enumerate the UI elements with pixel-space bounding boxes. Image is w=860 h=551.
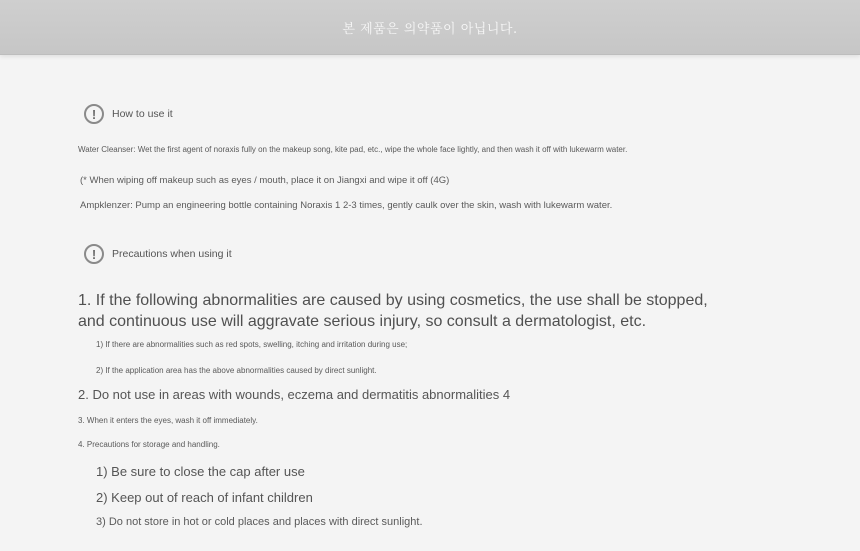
storage-sub-1: 1) Be sure to close the cap after use <box>96 464 305 479</box>
precaution-item-4: 4. Precautions for storage and handling. <box>78 440 220 449</box>
precaution-item-1: 1. If the following abnormalities are caused by using cosmetics, the use shall be stopped, and continuous use will aggravate serious injury, so consult a dermatologist, etc. <box>78 292 708 330</box>
precautions-title: Precautions when using it <box>112 248 232 260</box>
precaution-item-1-sub-2: 2) If the application area has the above abnormalities caused by direct sunlight. <box>96 366 377 375</box>
how-to-use-header <box>84 104 173 124</box>
precautions-header <box>84 244 232 264</box>
storage-sub-2: 2) Keep out of reach of infant children <box>96 490 313 505</box>
precaution-item-3: 3. When it enters the eyes, wash it off immediately. <box>78 416 258 425</box>
exclamation-circle-icon: ! <box>84 104 104 124</box>
eye-makeup-note: (* When wiping off makeup such as eyes / mouth, place it on Jiangxi and wipe it off (4G) <box>80 175 450 186</box>
banner-text: 본 제품은 의약품이 아닙니다. <box>342 21 518 37</box>
precaution-item-2: 2. Do not use in areas with wounds, eczema and dermatitis abnormalities 4 <box>78 387 511 402</box>
notice-banner <box>0 0 860 55</box>
storage-sub-3: 3) Do not store in hot or cold places and places with direct sunlight. <box>96 516 423 528</box>
how-to-use-title: How to use it <box>112 108 173 120</box>
precaution-item-1-sub-1: 1) If there are abnormalities such as red spots, swelling, itching and irritation during use; <box>96 340 408 349</box>
water-cleanser-text: Water Cleanser: Wet the first agent of noraxis fully on the makeup song, kite pad, etc., wipe the whole face lightly, and then wash it off with lukewarm water. <box>78 145 628 154</box>
exclamation-circle-icon: ! <box>84 244 104 264</box>
ampkleanser-text: Ampklenzer: Pump an engineering bottle containing Noraxis 1 2-3 times, gently caulk over the skin, wash with lukewarm water. <box>80 200 613 211</box>
